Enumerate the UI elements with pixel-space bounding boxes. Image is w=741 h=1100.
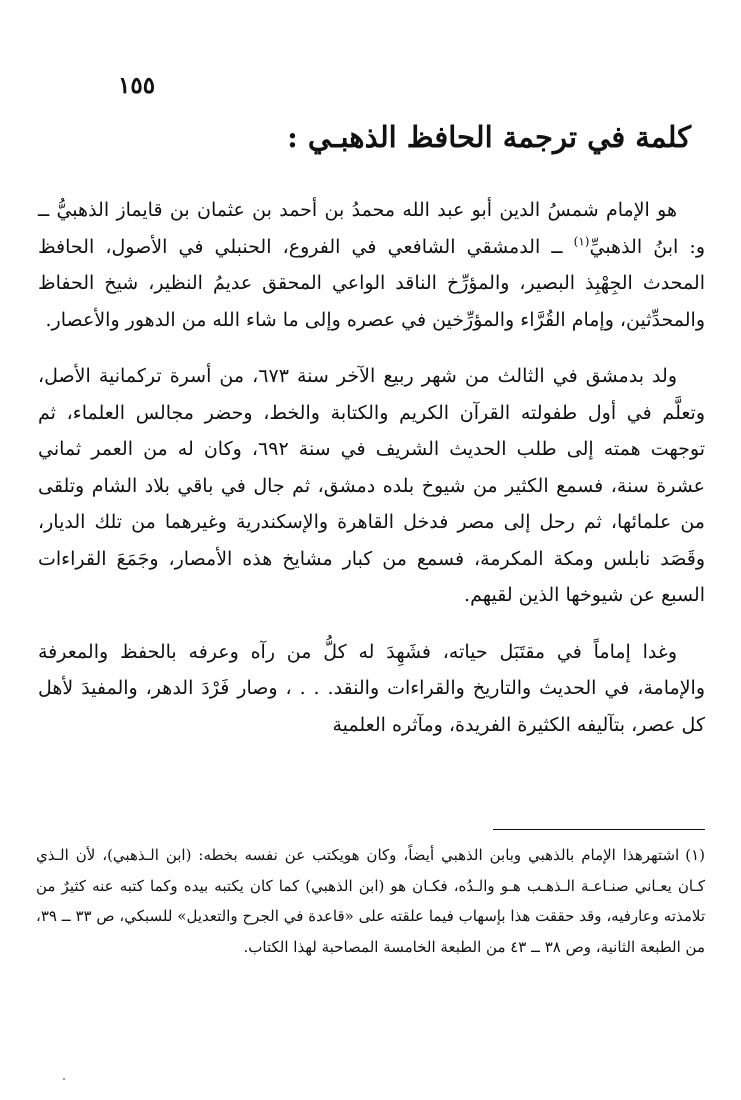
footnote-text: اشتهرهذا الإمام بالذهبي وبابن الذهبي أيضاً، وكان هويكتب عن نفسه بخطه: (ابن الـذهبي)، لأن الـذي كـان يعـاني صنـاعـة الـذهـب هـو والـدُه، فكـان هو (ابن الذهبي) كما كان يكتبه بيده وكما كتبه عنه كثيرٌ من تلامذته وعارفيه، وقد حققت هذا بإسهاب فيما علقته على «قاعدة في الجرح والتعديل» للسبكي، ص ٣٣ ــ ٣٩، من الطبعة الثانية، وص ٣٨ ــ ٤٣ من الطبعة الخامسة المصاحبة لهذا الكتاب. xyxy=(36,846,706,956)
page-number: ١٥٥ xyxy=(118,72,156,99)
paragraph-birth-and-travels: ولد بدمشق في الثالث من شهر ربيع الآخر سنة ٦٧٣، من أسرة تركمانية الأصل، وتعلَّم في أول طفولته القرآن الكريم والكتابة والخط، وحضر مجالس العلماء، ثم توجهت همته إلى طلب الحديث الشريف في سنة ٦٩٢، وكان له من العمر ثماني عشرة سنة، فسمع الكثير من شيوخ بلده دمشق، ثم جال في باقي بلاد الشام وتلقى من علمائها، ثم رحل إلى مصر فدخل القاهرة والإسكندرية وغيرهما من تلك الديار، وقَصَد نابلس ومكة المكرمة، فسمع من كبار مشايخ هذه الأمصار، وجَمَعَ القراءات السبع عن شيوخها الذين لقيهم. xyxy=(38,365,705,606)
footnote-marker[interactable]: (١) xyxy=(573,234,590,249)
section-heading: كلمة في ترجمة الحافظ الذهبـي : xyxy=(287,120,691,154)
footnote-number: (١) xyxy=(685,846,705,864)
main-text xyxy=(38,192,705,763)
footnote xyxy=(36,840,705,962)
paragraph-1-text-end: ــ الدمشقي الشافعي في الفروع، الحنبلي في الأصول، الحافظ المحدث الجِهْبِذ البصير، والمؤرِّخ الناقد الواعي المحقق عديمُ النظير، شيخ الحفاظ والمحدِّثين، وإمام القُرَّاء والمؤرِّخين في عصره وإلى ما شاء الله من الدهور والأعصار. xyxy=(38,235,705,331)
scan-speck xyxy=(63,1078,65,1080)
footnote-divider xyxy=(493,829,705,830)
paragraph-1-text-start: هو الإمام شمسُ الدين أبو عبد الله محمدُ بن أحمد بن عثمان بن قايماز الذهبيُّ ــ و: ابنُ الذهبيِّ xyxy=(38,199,705,258)
paragraph-reputation: وغدا إماماً في مقتَبَل حياته، فشَهِدَ له كلُّ من رآه وعرفه بالحفظ والمعرفة والإمامة، في الحديث والتاريخ والقراءات والنقد. . . ، وصار فَرْدَ الدهر، والمفيدَ لأهل كل عصر، بتآليفه الكثيرة الفريدة، ومآثره العلمية xyxy=(38,640,705,736)
paragraph-biography-intro xyxy=(38,192,705,338)
